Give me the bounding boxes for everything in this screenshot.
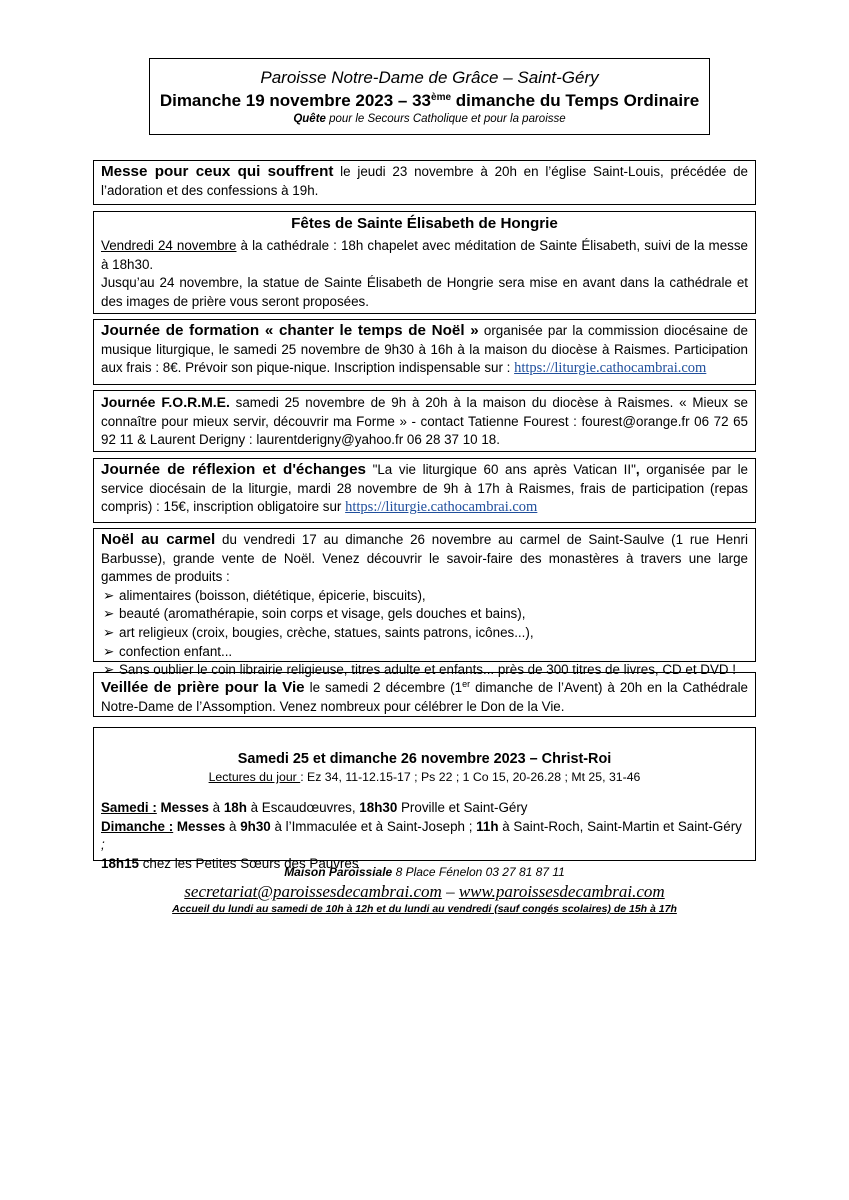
time: 18h15 xyxy=(101,855,139,871)
text: à xyxy=(208,800,224,815)
announcement-text: du vendredi 17 au dimanche 26 novembre au carmel de Saint-Saulve (1 rue Henri Barbusse), grande vente de Noël. Venez découvrir le savoir-faire des monastères à travers une large gammes de produits : xyxy=(101,532,748,585)
contact-line xyxy=(0,882,849,902)
bulletin-date xyxy=(150,88,709,111)
text: à xyxy=(225,818,241,834)
text: ; xyxy=(101,837,105,852)
parish-name: Paroisse Notre-Dame de Grâce – Saint-Géry xyxy=(260,68,599,87)
quete-label: Quête xyxy=(293,113,326,125)
samedi-line xyxy=(101,799,748,818)
announcement-text: le samedi 2 décembre (1 xyxy=(304,680,463,695)
mass-times xyxy=(101,799,748,873)
email-link[interactable]: secretariat@paroissesdecambrai.com xyxy=(184,882,442,901)
list-item-text: beauté (aromathérapie, soin corps et visage, gels douches et bains), xyxy=(119,606,526,622)
text: Proville et Saint-Géry xyxy=(397,800,528,815)
liturgie-link[interactable]: https://liturgie.cathocambrai.com xyxy=(345,499,538,516)
text: à Saint-Roch, Saint-Martin et Saint-Géry xyxy=(498,818,742,834)
product-list xyxy=(101,587,748,680)
arrow-bullet-icon: ➢ xyxy=(103,643,115,659)
announcement-quote: "La vie liturgique 60 ans après Vatican II" xyxy=(366,462,636,477)
separator: – xyxy=(441,882,459,901)
bulletin-header xyxy=(149,58,710,135)
maison-label: Maison Paroissiale xyxy=(284,865,393,879)
announcement-text: organisée par le service diocésain de la liturgie, mardi 28 novembre de 9h à 17h à Raismes, frais de participation (repas compris) : 15€, inscription obligatoire sur xyxy=(101,462,748,515)
date-text-end: dimanche du Temps Ordinaire xyxy=(451,91,700,110)
list-item xyxy=(101,587,748,606)
announcement-elisabeth xyxy=(93,211,756,314)
quete-line xyxy=(150,112,709,127)
announcement-reflexion xyxy=(93,458,756,523)
announcement-carmel xyxy=(93,528,756,678)
list-item xyxy=(101,605,748,624)
accueil-hours: Accueil du lundi au samedi de 10h à 12h et du lundi au vendredi (sauf congés scolaires) de 15h à 17h xyxy=(172,903,677,915)
website-link[interactable]: www.paroissesdecambrai.com xyxy=(458,882,665,901)
arrow-bullet-icon: ➢ xyxy=(103,662,115,678)
announcement-title: Journée F.O.R.M.E. xyxy=(101,394,230,410)
announcement-title: Fêtes de Sainte Élisabeth de Hongrie xyxy=(291,215,558,232)
list-item-text: alimentaires (boisson, diététique, épicerie, biscuits), xyxy=(119,587,426,603)
announcement-title: Veillée de prière pour la Vie xyxy=(101,679,305,696)
announcement-text: le jeudi 23 novembre à 20h en l’église Saint-Louis, précédée de l’adoration et des confessions à 19h. xyxy=(101,164,748,198)
announcement-forme xyxy=(93,390,756,452)
list-item xyxy=(101,624,748,643)
sunday-title: Samedi 25 et dimanche 26 novembre 2023 – Christ-Roi xyxy=(237,751,612,767)
announcement-formation-noel xyxy=(93,319,756,385)
superscript: er xyxy=(462,679,471,689)
announcement-text: à la cathédrale : 18h chapelet avec méditation de Sainte Élisabeth, suivi de la messe à 18h30. xyxy=(101,238,748,272)
list-item-text: art religieux (croix, bougies, crèche, statues, saints patrons, icônes...), xyxy=(119,624,534,640)
time: 9h30 xyxy=(240,818,271,834)
list-item-text: Sans oublier le coin librairie religieuse, titres adulte et enfants... près de 300 titres de livres, CD et DVD ! xyxy=(119,662,737,678)
readings-label: Lectures du jour xyxy=(208,770,301,784)
announcement-title: Messe pour ceux qui souffrent xyxy=(101,163,334,180)
announcement-title: Journée de réflexion et d'échanges xyxy=(101,461,366,478)
announcement-text: samedi 25 novembre de 9h à 20h à la maison du diocèse à Raismes. « Mieux se connaître pour mieux servir, découvrir ma Forme » - contact Tatienne Fourest : fourest@orange.fr 06 72 65 92 11 & Laurent Derigny : laurentderigny@yahoo.fr 06 28 37 10 18. xyxy=(101,395,748,448)
readings-line xyxy=(101,769,748,785)
dimanche-label: Dimanche : xyxy=(101,818,174,834)
arrow-bullet-icon: ➢ xyxy=(103,624,115,640)
text: à l’Immaculée et à Saint-Joseph ; xyxy=(270,818,477,834)
arrow-bullet-icon: ➢ xyxy=(103,606,115,622)
time: 18h30 xyxy=(359,800,398,815)
announcement-date: Vendredi 24 novembre xyxy=(101,238,237,253)
readings-text: : Ez 34, 11-12.15-17 ; Ps 22 ; 1 Co 15, 20-26.28 ; Mt 25, 31-46 xyxy=(300,770,641,784)
time: 18h xyxy=(223,800,247,815)
list-item xyxy=(101,643,748,662)
announcement-comma: , xyxy=(635,462,640,477)
date-superscript: ème xyxy=(431,92,452,103)
announcement-title: Noël au carmel xyxy=(101,531,216,548)
text: à Escaudœuvres, xyxy=(246,800,360,815)
announcement-text-end: dimanche de l’Avent) à 20h en la Cathédrale Notre-Dame de l’Assomption. Venez nombreux pour célébrer le Don de la Vie. xyxy=(101,680,748,714)
time: 11h xyxy=(476,818,499,834)
date-text: Dimanche 19 novembre 2023 – 33 xyxy=(159,91,432,110)
maison-address: 8 Place Fénelon 03 27 81 87 11 xyxy=(392,865,565,879)
list-item-text: confection enfant... xyxy=(119,643,233,659)
liturgie-link[interactable]: https://liturgie.cathocambrai.com xyxy=(514,360,707,377)
announcement-souffrent xyxy=(93,160,756,205)
arrow-bullet-icon: ➢ xyxy=(103,587,115,603)
quete-text: pour le Secours Catholique et pour la paroisse xyxy=(325,113,566,125)
sunday-masses-box xyxy=(93,727,756,871)
messes-label: Messes xyxy=(156,800,209,815)
text: chez les Petites Sœurs des Pauvres xyxy=(138,855,359,871)
announcement-veillee xyxy=(93,672,756,717)
announcement-text: organisée par la commission diocésaine de musique liturgique, le samedi 25 novembre de 9h30 à 16h à la maison du diocèse à Raismes. Participation aux frais : 8€. Prévoir son pique-nique. Inscription indispensable sur : xyxy=(101,323,748,376)
announcement-text-2: Jusqu’au 24 novembre, la statue de Sainte Élisabeth de Hongrie sera mise en avant dans la cathédrale et des images de prière vous seront proposées. xyxy=(101,275,748,309)
messes-label: Messes xyxy=(173,818,226,834)
maison-paroissiale xyxy=(0,865,849,879)
samedi-label: Samedi : xyxy=(101,800,157,815)
announcement-title: Journée de formation « chanter le temps de Noël » xyxy=(101,322,479,339)
